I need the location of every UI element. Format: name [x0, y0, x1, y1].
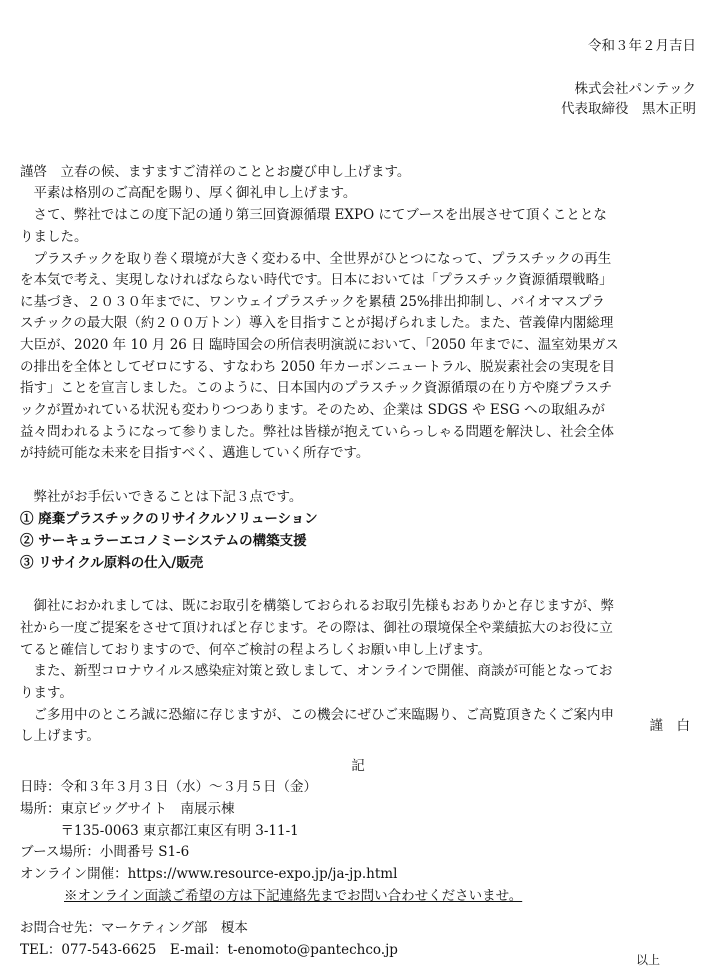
body-line: 大臣が、2020 年 10 月 26 日 臨時国会の所信表明演説において、「2050 年までに、温室効果ガス — [20, 337, 619, 353]
body-line: スチックの最大限（約２００万トン）導入を目指すことが掲げられました。また、菅義偉内閣総理 — [20, 315, 614, 331]
closing-line: また、新型コロナウイルス感染症対策と致しまして、オンラインで開催、商談が可能となってお — [20, 663, 613, 679]
body-line: 謹啓 立春の候、ますますご清祥のこととお慶び申し上げます。 — [20, 164, 411, 180]
booth-location: ブース場所：小間番号 S1-6 — [20, 844, 190, 860]
body-line: さて、弊社ではこの度下記の通り第三回資源循環 EXPO にてブースを出展させて頂くこととな — [20, 207, 607, 223]
body-line: 指す」ことを宣言しました。このように、日本国内のプラスチック資源循環の在り方や廃プラスチ — [20, 380, 613, 396]
service-item: ② サーキュラーエコノミーシステムの構築支援 — [20, 533, 307, 549]
body-line: を本気で考え、実現しなければならない時代です。日本においては「プラスチック資源循環戦略」 — [20, 272, 613, 288]
online-note: ※オンライン面談ご希望の方は下記連絡先までお問い合わせくださいませ。 — [64, 888, 523, 904]
service-item: ① 廃棄プラスチックのリサイクルソリューション — [20, 511, 318, 527]
company-name: 株式会社パンテック — [574, 81, 696, 97]
body-line: ックが置かれている状況も変わりつつあります。そのため、企業は SDGS や ESG への取組みが — [20, 402, 606, 418]
kenpaku-closing: 謹 白 — [649, 718, 690, 734]
body-line: の排出を全体としてゼロにする、すなわち 2050 年カーボンニュートラル、脱炭素社会の実現を目 — [20, 359, 615, 375]
closing-line: し上げます。 — [20, 728, 100, 744]
closing-line: てると確信しておりますので、何卒ご検討の程よろしくお願い申し上げます。 — [20, 642, 492, 658]
representative-name: 代表取締役 黒木正明 — [561, 101, 696, 117]
contact-person: お問合せ先：マーケティング部 榎本 — [20, 920, 248, 936]
closing-line: ります。 — [20, 685, 73, 701]
event-venue: 場所：東京ビッグサイト 南展示棟 — [20, 801, 235, 817]
ijo-closing: 以上 — [635, 953, 660, 967]
body-line: りました。 — [20, 229, 88, 245]
service-item: ③ リサイクル原料の仕入/販売 — [20, 555, 204, 571]
letter-date: 令和３年２月吉日 — [588, 38, 696, 54]
body-line: が持続可能な未来を目指すべく、邁進していく所存です。 — [20, 445, 370, 461]
closing-line: 社から一度ご提案をさせて頂ければと存じます。その際は、御社の環境保全や業績拡大のお役に立 — [20, 620, 613, 636]
contact-tel-email: TEL：077-543-6625 E-mail：t-enomoto@pantechco.jp — [20, 942, 398, 958]
body-line: に基づき、２０３０年までに、ワンウェイプラスチックを累積 25%排出抑制し、バイオマスプラ — [20, 294, 605, 310]
body-line: 益々問われるようになって参りました。弊社は皆様が抱えていらっしゃる問題を解決し、社会全体 — [20, 424, 614, 440]
body-line: プラスチックを取り巻く環境が大きく変わる中、全世界がひとつになって、プラスチックの再生 — [20, 251, 612, 267]
event-date: 日時：令和３年３月３日（水）～３月５日（金） — [20, 779, 317, 795]
online-event: オンライン開催：https://www.resource-expo.jp/ja-jp.html — [20, 866, 398, 882]
event-address: 〒135-0063 東京都江東区有明 3-11-1 — [20, 823, 299, 839]
closing-line: ご多用中のところ誠に恐縮に存じますが、この機会にぜひご来臨賜り、ご高覧頂きたくご案内申 — [20, 707, 614, 723]
ki-heading: 記 — [351, 758, 365, 774]
services-intro: 弊社がお手伝いできることは下記３点です。 — [20, 489, 303, 505]
body-line: 平素は格別のご高配を賜り、厚く御礼申し上げます。 — [20, 185, 357, 201]
closing-line: 御社におかれましては、既にお取引を構築しておられるお取引先様もおありかと存じますが、弊 — [20, 598, 614, 614]
